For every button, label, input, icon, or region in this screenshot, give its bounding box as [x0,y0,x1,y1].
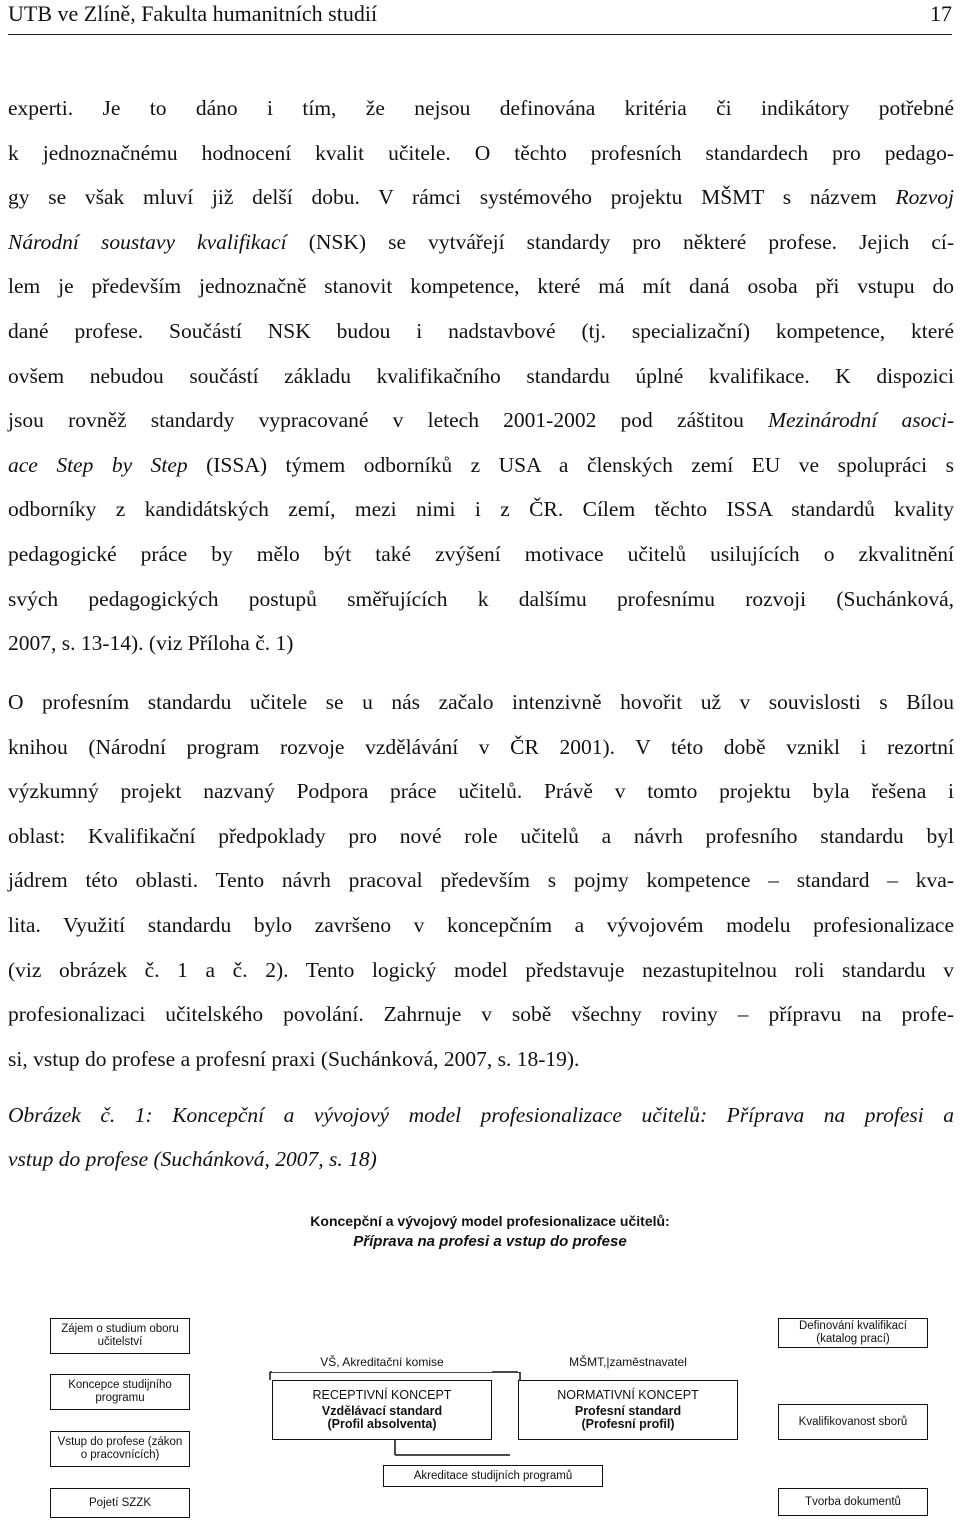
text-line: experti. Je to dáno i tím, že nejsou definována kritéria či indikátory potřebné [8,96,954,120]
caption-line: Obrázek č. 1: Koncepční a vývojový model profesionalizace učitelů: Příprava na profesi a [8,1103,954,1127]
concept-heading: NORMATIVNÍ KONCEPT [557,1388,699,1402]
text-line: 2007, s. 13-14). (viz Příloha č. 1) [8,631,294,656]
caption-line: vstup do profese (Suchánková, 2007, s. 18) [8,1147,377,1171]
text-run-italic: ace Step by Step [8,452,188,477]
text-line: svých pedagogických postupů směřujících k dalšímu profesnímu rozvoji (Suchánková, [8,586,954,611]
center-left-label: VŠ, Akreditační komise [272,1352,492,1372]
text-run-italic: Národní soustavy kvalifikací [8,229,287,254]
text-line: (viz obrázek č. 1 a č. 2). Tento logický model představuje nezastupitelnou roli standardu v [8,957,954,982]
concept-standard: Profesní standard [574,1404,682,1418]
left-box-2: Koncepce studijního programu [50,1374,190,1410]
left-box-1: Zájem o studium oboru učitelství [50,1318,190,1354]
text-line: pedagogické práce by mělo být také zvýšení motivace učitelů usilujících o zkvalitnění [8,541,954,566]
diagram-subtitle: Příprava na profesi a vstup do profese [353,1233,627,1250]
text-line: odborníky z kandidátských zemí, mezi nimi i z ČR. Cílem těchto ISSA standardů kvality [8,497,954,522]
text-line: dané profese. Součástí NSK budou i nadstavbové (tj. specializační) kompetence, které [8,318,954,343]
page-number: 17 [930,1,952,26]
text-run-italic: Rozvoj [895,185,954,210]
paragraph-2 [8,680,954,1081]
concept-profile: (Profil absolventa) [327,1417,437,1431]
text-line [8,398,954,443]
figure-caption [8,1093,954,1181]
right-box-3: Tvorba dokumentů [778,1488,928,1516]
concept-standard: Vzdělávací standard [321,1404,443,1418]
text-line [8,175,954,220]
receptive-concept-box [272,1380,492,1440]
text-line: lita. Využití standardu bylo završeno v koncepčním a vývojovém modelu profesionalizace [8,912,954,937]
text-line: ovšem nebudou součástí základu kvalifikačního standardu úplné kvalifikace. K dispozici [8,363,954,388]
text-line: knihou (Národní program rozvoje vzdělávání v ČR 2001). V této době vznikl i rezortní [8,734,954,759]
text-line: k jednoznačnému hodnocení kvalit učitele. O těchto profesních standardech pro pedago- [8,140,954,165]
center-right-label: MŠMT,|zaměstnavatel [518,1352,738,1372]
normative-concept-box [518,1380,738,1440]
text-line: jádrem této oblasti. Tento návrh pracoval především s pojmy kompetence – standard – kva- [8,868,954,893]
text-line: výzkumný projekt nazvaný Podpora práce učitelů. Právě v tomto projektu byla řešena i [8,779,954,804]
text-line: profesionalizaci učitelského povolání. Zahrnuje v sobě všechny roviny – přípravu na profe- [8,1002,954,1027]
text-run: (NSK) se vytvářejí standardy pro některé profese. Jejich cí- [286,229,955,254]
text-line: lem je především jednoznačně stanovit kompetence, které má mít daná osoba při vstupu do [8,274,954,299]
text-line [8,443,954,488]
left-box-4: Pojetí SZZK [50,1488,190,1518]
right-box-1: Definování kvalifikací (katalog prací) [778,1318,928,1348]
text-line: si, vstup do profese a profesní praxi (Suchánková, 2007, s. 18-19). [8,1046,580,1071]
concept-profile: (Profesní profil) [581,1417,675,1431]
text-run: (ISSA) týmem odborníků z USA a členských zemí EU ve spolupráci s [187,452,954,477]
left-box-3: Vstup do profese (zákon o pracovnících) [50,1431,190,1467]
text-run-italic: Mezinárodní asoci- [768,408,954,433]
paragraph-1 [8,86,954,666]
text-run: jsou rovněž standardy vypracované v letech 2001-2002 pod záštitou [8,408,769,433]
figure-diagram [40,1185,940,1525]
diagram-title: Koncepční a vývojový model profesionalizace učitelů: [310,1213,670,1229]
concept-heading: RECEPTIVNÍ KONCEPT [312,1388,452,1402]
text-line: oblast: Kvalifikační předpoklady pro nové role učitelů a návrh profesního standardu byl [8,823,954,848]
text-line [8,220,954,265]
header-title: UTB ve Zlíně, Fakulta humanitních studií [8,1,378,26]
text-line: O profesním standardu učitele se u nás začalo intenzivně hovořit už v souvislosti s Bílou [8,690,954,714]
right-box-2: Kvalifikovanost sborů [778,1404,928,1440]
page-header [8,0,952,35]
accreditation-box: Akreditace studijních programů [383,1465,603,1487]
text-run: gy se však mluví již delší dobu. V rámci systémového projektu MŠMT s názvem [8,185,896,210]
